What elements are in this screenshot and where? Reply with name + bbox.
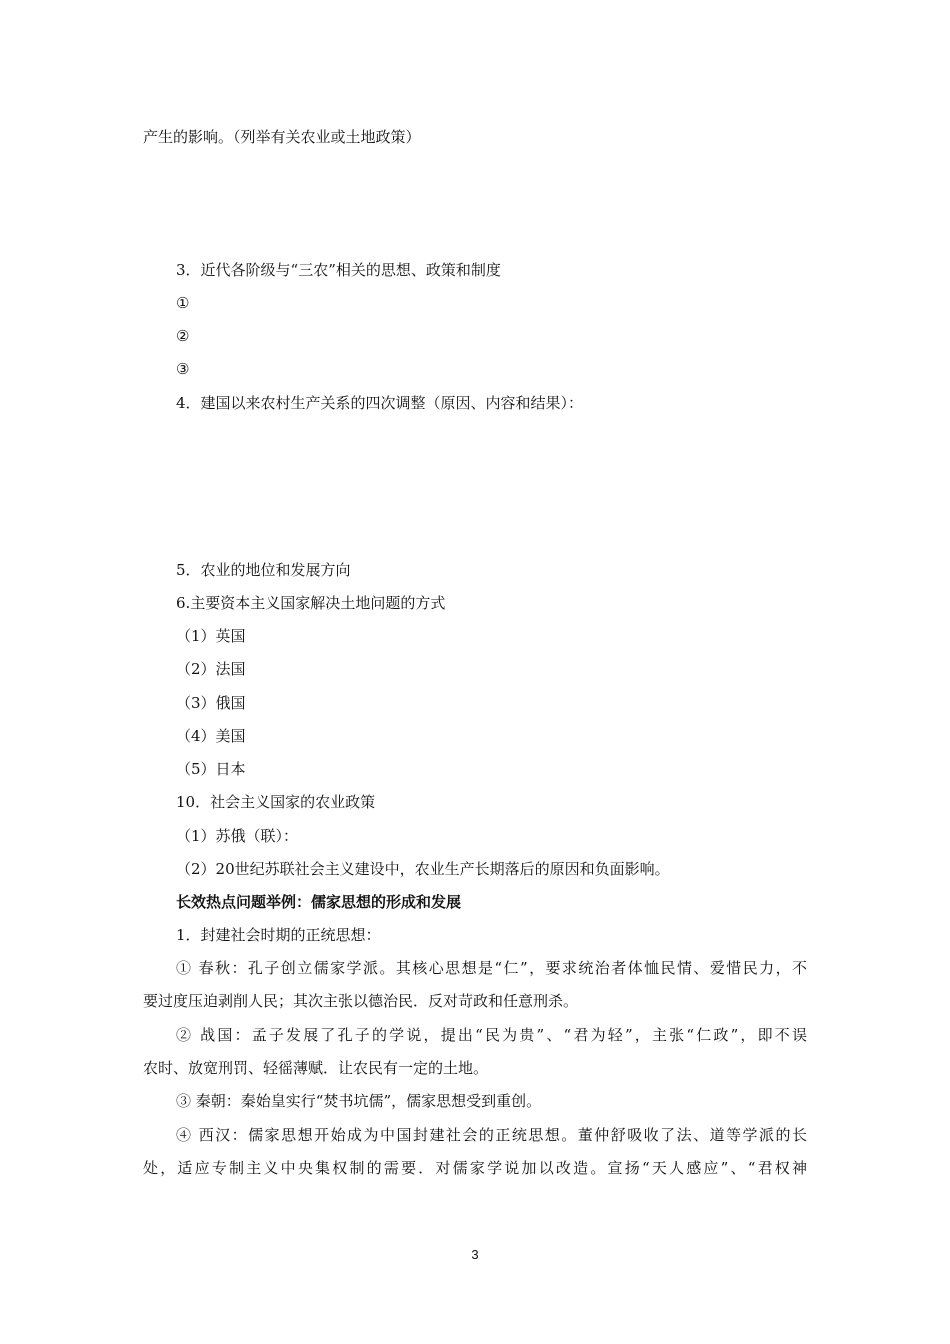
bold-heading: 长效热点问题举例：儒家思想的形成和发展 [176, 893, 462, 911]
list-item: （1）苏俄（联）： [176, 827, 299, 845]
paragraph-line: 农时、放宽刑罚、轻徭薄赋．让农民有一定的土地。 [143, 1059, 489, 1077]
list-item: ① [176, 294, 190, 312]
paragraph-line: ① 春秋：孔子创立儒家学派。其核心思想是“仁”，要求统治者体恤民情、爱惜民力，不 [176, 959, 807, 977]
paragraph-line: 处，适应专制主义中央集权制的需要．对儒家学说加以改造。宣扬“天人感应”、“君权神 [143, 1159, 807, 1177]
list-item: （3）俄国 [176, 694, 246, 712]
paragraph-line: ② 战国：孟子发展了孔子的学说，提出“民为贵”、“君为轻”，主张“仁政”，即不误 [176, 1026, 807, 1044]
section-heading: 6.主要资本主义国家解决土地问题的方式 [176, 594, 446, 612]
list-item: （5）日本 [176, 760, 246, 778]
section-heading: 1．封建社会时期的正统思想： [176, 926, 381, 944]
paragraph-line: 要过度压迫剥削人民；其次主张以德治民．反对苛政和任意刑杀。 [143, 992, 579, 1010]
section-heading: 5．农业的地位和发展方向 [176, 561, 351, 579]
list-item: （2）20世纪苏联社会主义建设中，农业生产长期落后的原因和负面影响。 [176, 860, 670, 878]
paragraph-line: ③ 秦朝：秦始皇实行“焚书坑儒”，儒家思想受到重创。 [176, 1092, 542, 1110]
section-heading: 10．社会主义国家的农业政策 [176, 793, 376, 811]
section-heading: 4．建国以来农村生产关系的四次调整（原因、内容和结果）： [176, 394, 584, 412]
text-line: 产生的影响。（列举有关农业或土地政策） [143, 128, 421, 146]
paragraph-line: ④ 西汉：儒家思想开始成为中国封建社会的正统思想。董仲舒吸收了法、道等学派的长 [176, 1126, 807, 1144]
list-item: ③ [176, 360, 190, 378]
list-item: ② [176, 327, 190, 345]
section-heading: 3．近代各阶级与“三农”相关的思想、政策和制度 [176, 261, 501, 279]
list-item: （4）美国 [176, 727, 246, 745]
page-number: 3 [471, 1247, 479, 1262]
list-item: （2）法国 [176, 660, 246, 678]
list-item: （1）英国 [176, 627, 246, 645]
